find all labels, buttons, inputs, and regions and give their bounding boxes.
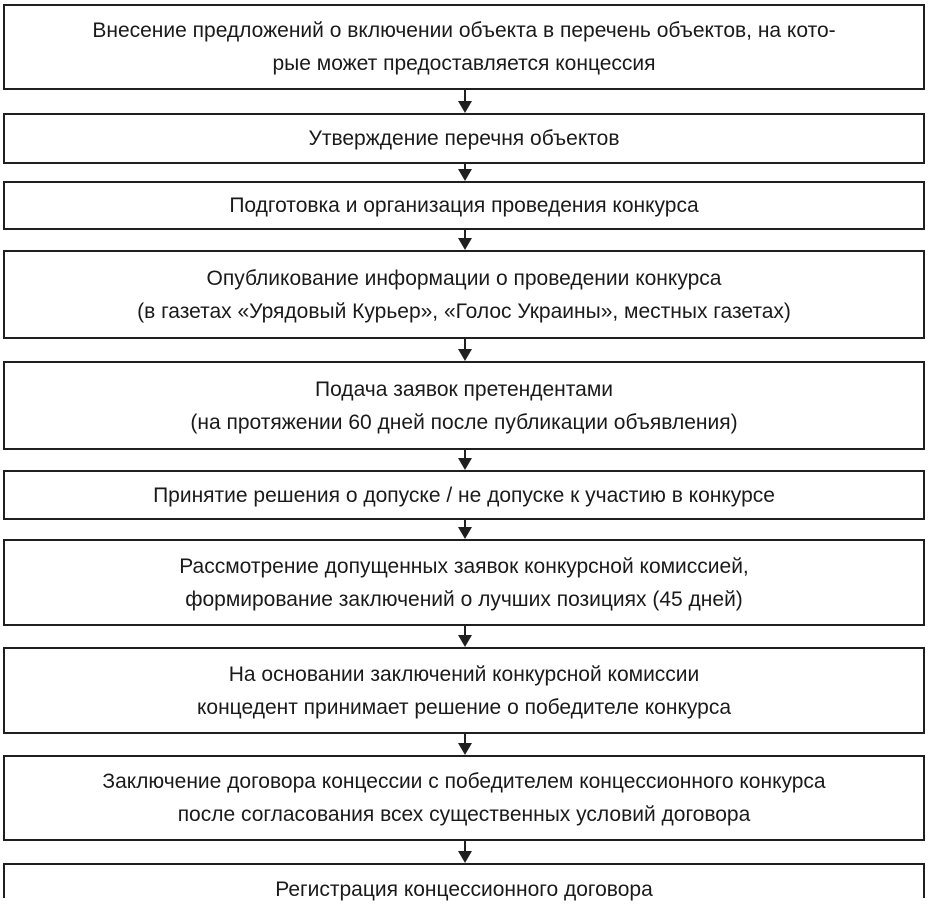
arrow-down-icon xyxy=(457,626,473,647)
step-10-line-1: Регистрация концессионного договора xyxy=(275,878,653,901)
step-8-line-1: На основании заключений конкурсной комиссии xyxy=(228,662,700,686)
step-6-line-1: Принятие решения о допуске / не допуске к участию в конкурсе xyxy=(153,483,775,507)
step-1-line-2: рые может предоставляется концессия xyxy=(272,52,656,75)
step-8-line-2: концедент принимает решение о победителе конкурса xyxy=(196,695,731,719)
step-box-5 xyxy=(3,361,925,450)
step-2-line-1: Утверждение перечня объектов xyxy=(308,127,620,150)
step-5-line-2: (на протяжении 60 дней после публикации объявления) xyxy=(190,410,738,434)
arrow-down-icon xyxy=(457,841,473,863)
arrow-down-icon xyxy=(457,734,473,755)
step-3-line-1: Подготовка и организация проведения конкурса xyxy=(229,194,699,217)
step-box-7 xyxy=(3,539,925,626)
arrow-down-icon xyxy=(457,450,473,470)
arrow-down-icon xyxy=(457,90,473,113)
step-box-9 xyxy=(3,755,925,841)
step-7-line-1: Рассмотрение допущенных заявок конкурсной комиссией, xyxy=(179,554,749,578)
step-9-line-1: Заключение договора концессии с победителем концессионного конкурса xyxy=(102,770,826,793)
step-box-4 xyxy=(3,250,925,339)
arrow-down-icon xyxy=(457,230,473,250)
arrow-down-icon xyxy=(457,339,473,361)
step-box-2 xyxy=(3,113,925,164)
step-box-1 xyxy=(3,4,925,90)
step-7-line-2: формирование заключений о лучших позициях (45 дней) xyxy=(185,587,743,611)
step-box-6 xyxy=(3,470,925,520)
step-4-line-1: Опубликование информации о проведении конкурса xyxy=(206,266,722,290)
arrow-down-icon xyxy=(457,164,473,181)
step-1-line-1: Внесение предложений о включении объекта в перечень объектов, на кото- xyxy=(92,19,836,42)
step-5-line-1: Подача заявок претендентами xyxy=(315,377,613,401)
step-box-3 xyxy=(3,181,925,230)
arrow-down-icon xyxy=(457,520,473,539)
step-box-8 xyxy=(3,647,925,734)
step-box-10 xyxy=(3,863,925,901)
step-9-line-2: после согласования всех существенных условий договора xyxy=(177,803,751,826)
step-4-line-2: (в газетах «Урядовый Курьер», «Голос Украины», местных газетах) xyxy=(137,299,791,323)
